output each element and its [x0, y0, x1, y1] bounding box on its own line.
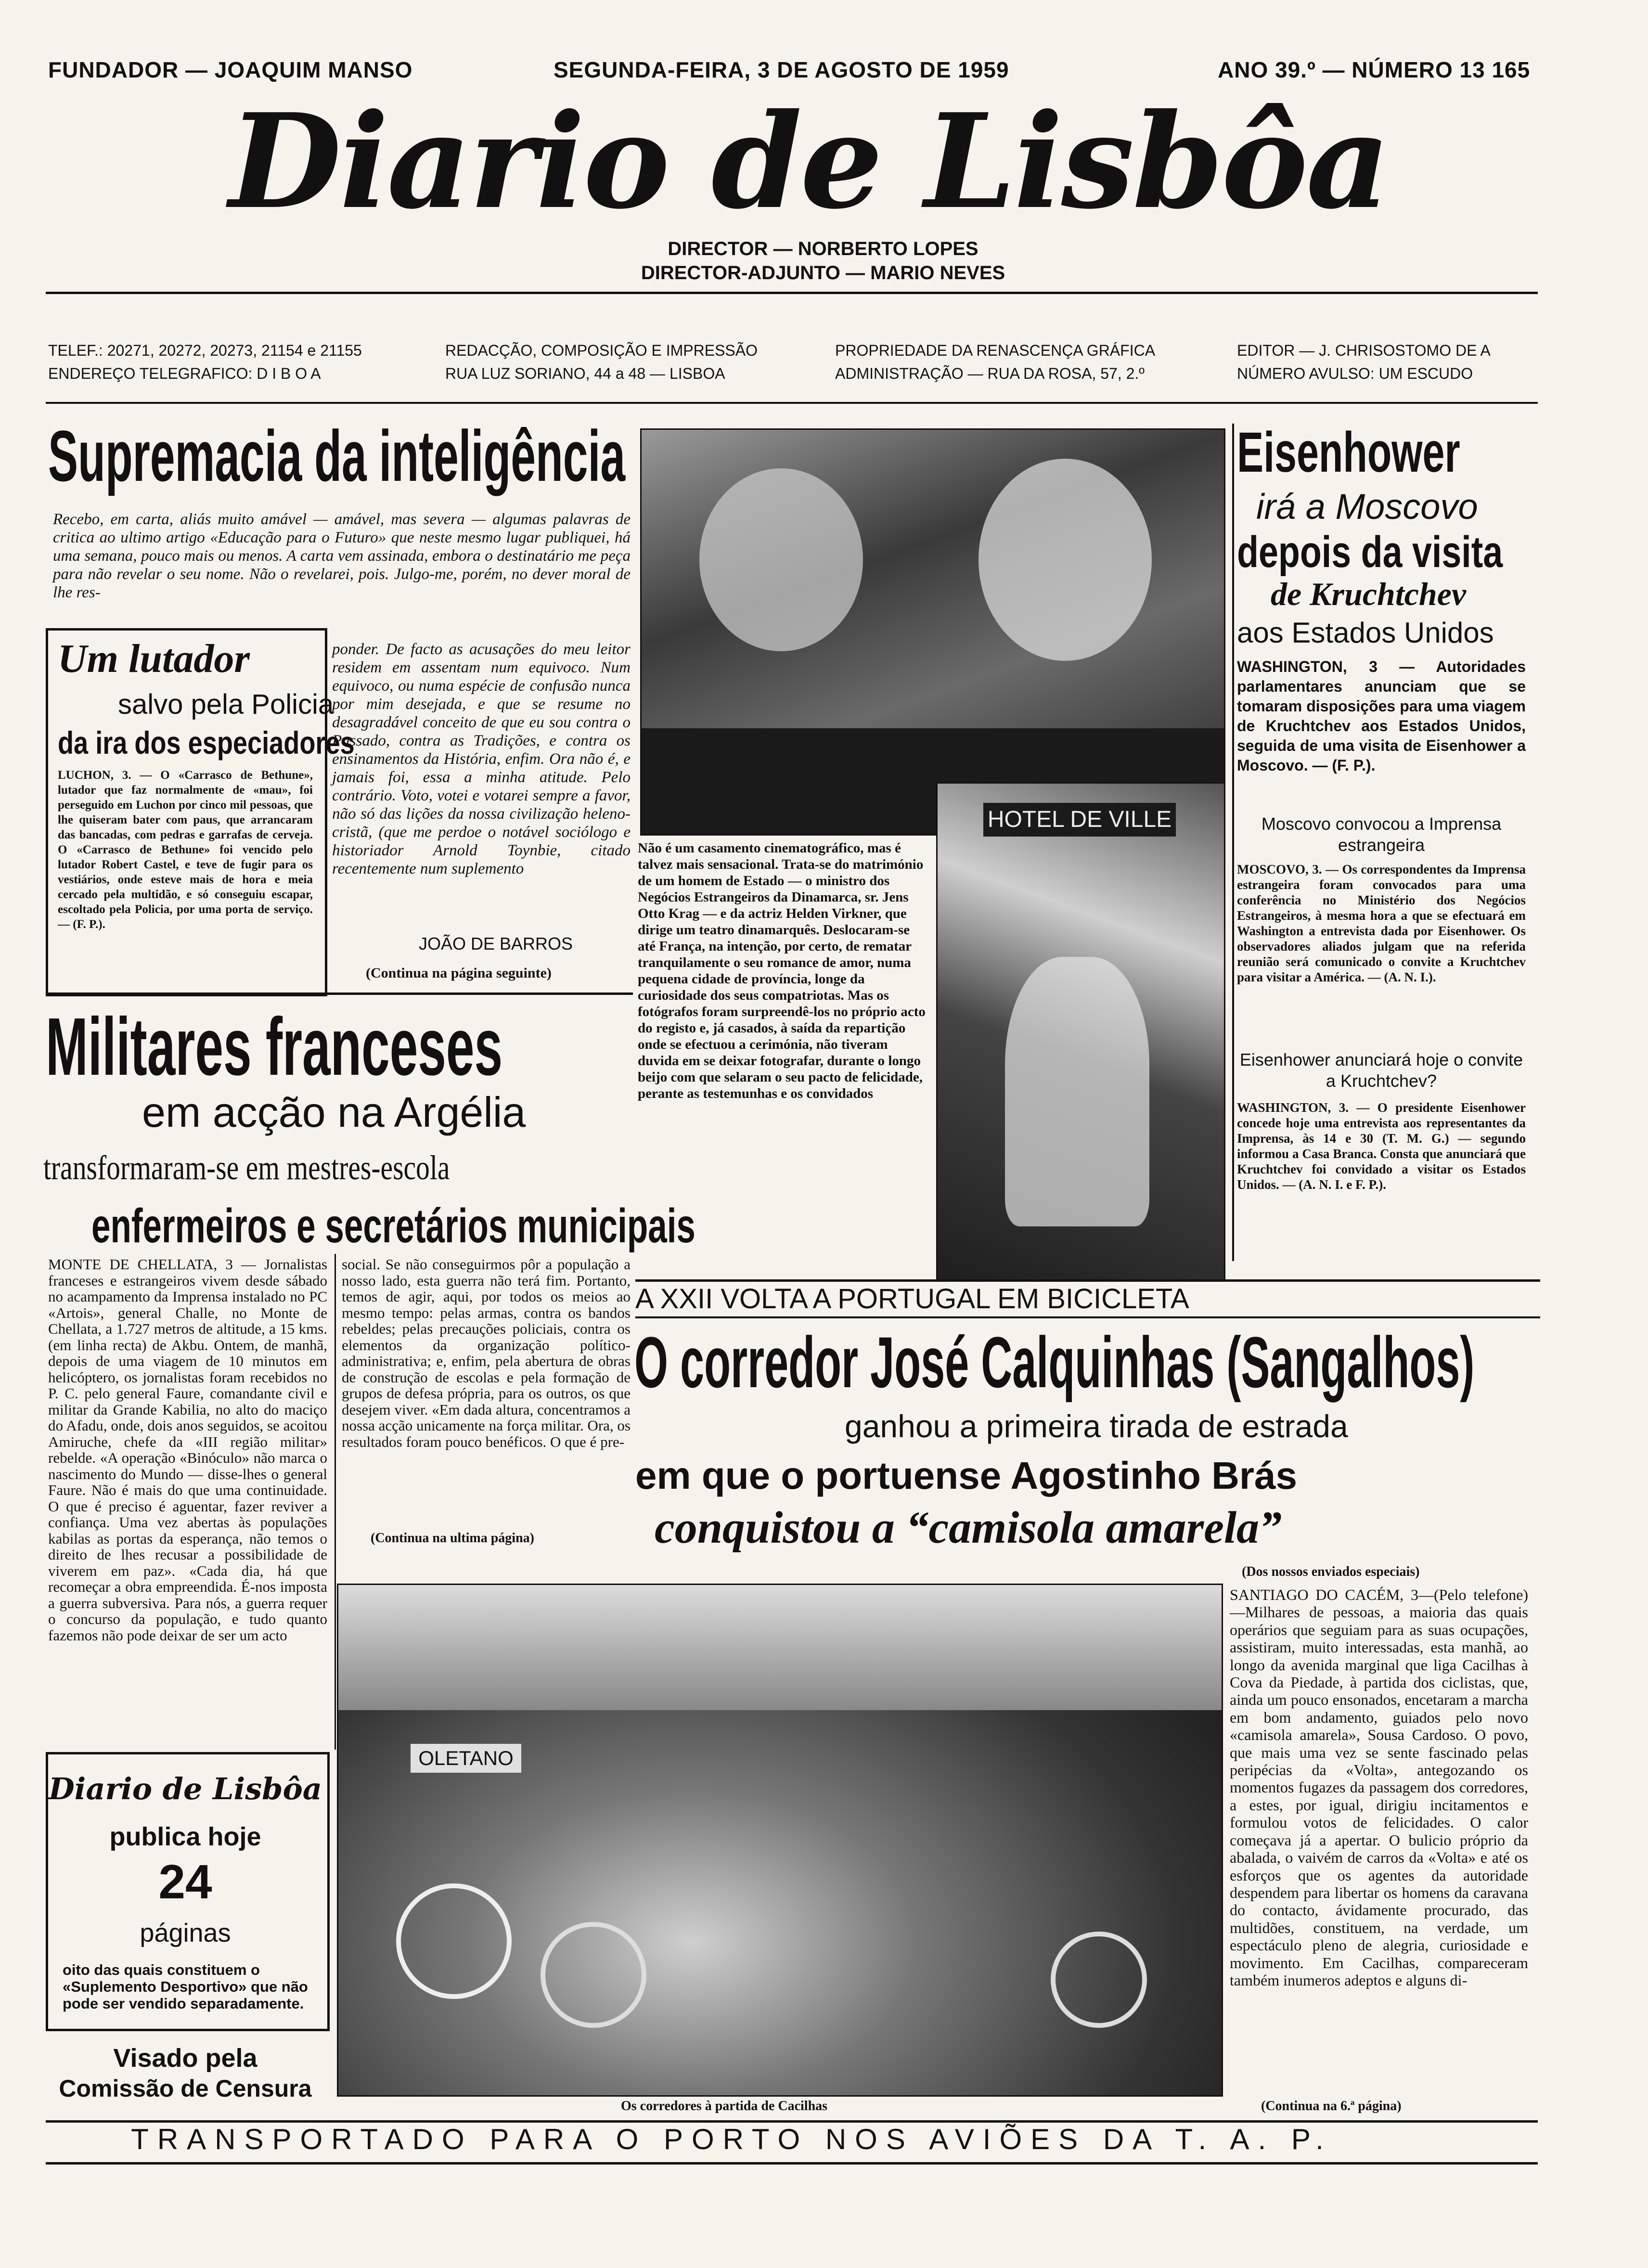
wedding-caption: Não é um casamento cinematográfico, mas é talvez mais sensacional. Trata-se do matrimónio de um homem de Estado — o ministro dos Negócios Estrangeiros da Dinamarca, sr. Jens Otto Krag — e da actriz Helden Virkner, que dirige um teatro dinamarquês. Deslocaram-se até França, na intenção, por certo, de rematar tranquilamente o seu romance de amor, numa pequena cidade de província, longe da curiosidade dos seus compatriotas. Mas os fotógrafos foram surpreendê-los no próprio acto do registo e, já casados, à saída da repartição onde se efectuou a cerimónia, não tiveram duvida em se deixar fotografar, durante o longo beijo com que selaram o seu pacto de felicidade, perante as testemunhas e os convidados	[638, 840, 926, 1101]
footer-banner: TRANSPORTADO PARA O PORTO NOS AVIÕES DA T. A. P.	[131, 2123, 1332, 2155]
censor-line1: Visado pela	[113, 2044, 258, 2073]
censor-line2: Comissão de Censura	[59, 2075, 312, 2102]
cyclists-photo	[337, 1584, 1223, 2097]
militares-col-rule	[335, 1254, 336, 1750]
eisen-body3: WASHINGTON, 3. — O presidente Eisenhower concede hoje uma entrevista aos representantes da Imprensa, às 14 e 30 (T. M. G.) — segundo informou a Casa Branca. Consta que anunciará que Kruchtchev foi convidado a visitar os Estados Unidos. — (A. N. I. e F. P.).	[1237, 1100, 1526, 1192]
promo-line1: publica hoje	[109, 1822, 261, 1851]
info-editor: EDITOR — J. CHRISOSTOMO DE A	[1237, 342, 1491, 359]
header-rule	[46, 292, 1538, 294]
founder-line: FUNDADOR — JOAQUIM MANSO	[48, 57, 413, 82]
info-rule	[46, 402, 1538, 404]
info-editorial: REDACÇÃO, COMPOSIÇÃO E IMPRESSÃO	[445, 342, 758, 359]
promo-logo: Diario de Lisbôa	[49, 1771, 322, 1806]
eisen-sub6: Eisenhower anunciará hoje o convite a Kruchtchev?	[1239, 1050, 1523, 1091]
militares-sub2: transformaram-se em mestres-escola	[43, 1148, 450, 1187]
volta-top-rule	[635, 1279, 1540, 1282]
date-line: SEGUNDA-FEIRA, 3 DE AGOSTO DE 1959	[554, 57, 1009, 82]
info-price: NÚMERO AVULSO: UM ESCUDO	[1237, 365, 1473, 382]
race-banner: OLETANO	[411, 1744, 521, 1773]
suprem-rule	[46, 992, 633, 995]
wedding-photo-main	[640, 428, 1225, 836]
volta-sub1: ganhou a primeira tirada de estrada	[845, 1408, 1348, 1444]
masthead-title: Diario de Lisbôa	[229, 85, 1389, 238]
militares-col2: social. Se não conseguirmos pôr a população a nosso lado, esta guerra não terá fim. Portanto, temos de agir, aqui, por todos os meios ao mesmo tempo: pelas armas, contra os bandos rebeldes; pelas precauções policiais, contra os elementos da organização político-administrativa; e, enfim, pela abertura de obras de construção de escolas e pela formação de grupos de defesa própria, para os outros, os que desejem viver. «Em dada altura, concentramos a nossa acção unicamente na força militar. Ora, os resultados foram pouco benéficos. O que é pre-	[342, 1256, 631, 1450]
couple-figure	[1005, 957, 1149, 1226]
volta-body: SANTIAGO DO CACÉM, 3—(Pelo telefone)—Milhares de pessoas, a maioria das quais operários que seguiam para as suas ocupações, assistiram, muito interessadas, esta manhã, ao longo da avenida marginal que liga Cacilhas à Cova da Piedade, à partida dos ciclistas, que, ainda um pouco ensonados, encetaram a marcha em bom andamento, guiados pelo novo «camisola amarela», Sousa Cardoso. O povo, que mais uma vez se sente fascinado pelas peripécias da «Volta», antegozando os momentos fugazes da passagem dos corredores, a estes, por igual, dirigiu incitamentos e formulou votos de felicidades. O calor começava já a apertar. O bulicio próprio da abalada, o vaivém de carros da «Volta» e até os esforços que os agentes da autoridade despendem para libertar os homens da caravana do contacto, ávidamente procurado, das multidões, constituem, na verdade, um espectáculo pleno de alegria, curiosidade e movimento. Em Cacilhas, compareceram também inumeros adeptos e alguns di-	[1230, 1586, 1528, 1989]
issue-line: ANO 39.º — NÚMERO 13 165	[1218, 57, 1531, 82]
promo-line2: páginas	[140, 1919, 231, 1947]
volta-headline: O corredor José Calquinhas (Sangalhos)	[634, 1322, 1475, 1403]
militares-continued: (Continua na ultima página)	[371, 1531, 534, 1546]
eisen-sub1: irá a Moscovo	[1256, 487, 1478, 527]
militares-sub1: em acção na Argélia	[142, 1088, 526, 1136]
bicycle-wheel	[541, 1922, 646, 2028]
lutador-sub1: salvo pela Policia	[118, 689, 334, 720]
info-phones: TELEF.: 20271, 20272, 20273, 21154 e 21155	[48, 342, 362, 359]
bride-figure	[978, 459, 1152, 661]
eisen-body1: WASHINGTON, 3 — Autoridades parlamentares anunciam que se tomaram disposições para uma viagem de Kruchtchev aos Estados Unidos, seguida de uma visita de Eisenhower a Moscovo. — (F. P.).	[1237, 658, 1526, 774]
eisen-sub5: Moscovo convocou a Imprensa estrangeira	[1261, 814, 1502, 855]
militares-col1: MONTE DE CHELLATA, 3 — Jornalistas franceses e estrangeiros vivem desde sábado no acampamento da Imprensa instalado no PC «Artois», general Challe, no Monte de Chellata, a 1.727 metros de altitude, a 15 kms. (em linha recta) de Akbu. Ontem, de manhã, depois de uma viagem de 10 minutos em helicóptero, os jornalistas foram recebidos no P. C. pelo general Faure, comandante civil e militar da Grande Kabilia, no alto do maciço do Afadu, onde, dois anos seguidos, se acoitou Amiruche, chefe da «III região militar» rebelde. «A operação «Binóculo» não marca o nascimento do Mundo — disse-lhes o general Faure. Não é mais do que uma continuidade. O que é preciso é aguentar, fazer reviver a confiança. Uma vez abertas às populações kabilas as portas da esperança, não temos o direito de lhes recusar a possibilidade de viverem em paz». «Cada dia, há que recomeçar a obra empreendida. É-nos imposta a guerra subversiva. Para nós, a guerra requer o concurso da população, e tudo quanto fazemos não pode deixar de ser um acto	[48, 1256, 327, 1644]
eisen-body2: MOSCOVO, 3. — Os correspondentes da Imprensa estrangeira foram convocados para uma conferência no Ministério dos Negócios Estrangeiros, à mesma hora a que se efectuará em Washington a entrevista dada por Eisenhower. Os observadores aliados julgam que na referida reunião será comunicado o convite a Kruchtchev para visitar a América. — (A. N. I.).	[1237, 862, 1526, 984]
eisen-sub4: aos Estados Unidos	[1237, 617, 1494, 649]
eisen-sub3: de Kruchtchev	[1271, 576, 1467, 612]
suprem-body: ponder. De facto as acusações do meu leitor residem em assentam num equivoco. Num equivoco, ou numa espécie de confusão nunca por mim desejada, e que se resume no desagradável conceito de que eu sou contra o Passado, contra as Tradições, e contra os ensinamentos da História, enfim. Ora não é, e jamais foi, essa a minha atitude. Pelo contrário. Voto, votei e votarei sempre a favor, não só das lições da nossa civilização heleno-cristã, (que me perdoe o notável sociólogo e historiador Arnold Toynbie, citado recentemente num suplemento	[332, 641, 631, 877]
eisen-headline: Eisenhower	[1237, 421, 1460, 484]
militares-headline: Militares franceses	[46, 1001, 503, 1093]
footer-bottom-rule	[46, 2162, 1538, 2165]
suprem-headline: Supremacia da inteligência	[48, 415, 626, 496]
director-line: DIRECTOR — NORBERTO LOPES	[668, 238, 978, 259]
eisen-sub2: depois da visita	[1237, 528, 1503, 577]
volta-sub2: em que o portuense Agostinho Brás	[635, 1454, 1297, 1497]
volta-byline: (Dos nossos enviados especiais)	[1242, 1564, 1420, 1579]
suprem-author: JOÃO DE BARROS	[419, 934, 573, 954]
lutador-headline: Um lutador	[58, 636, 250, 681]
cyclists-caption: Os corredores à partida de Cacilhas	[621, 2099, 828, 2113]
eisen-col-rule	[1232, 424, 1234, 1261]
promo-note: oito das quais constituem o «Suplemento Desportivo» que não pode ser vendido separadamente.	[63, 1961, 308, 2012]
bicycle-wheel	[396, 1883, 512, 1999]
hotel-de-ville-sign: HOTEL DE VILLE	[983, 803, 1176, 837]
promo-pages: 24	[158, 1855, 212, 1909]
groom-figure	[699, 468, 863, 651]
militares-sub3: enfermeiros e secretários municipais	[91, 1199, 695, 1253]
lutador-sub2: da ira dos especiadores	[58, 725, 355, 760]
wedding-photo-kiss	[936, 782, 1225, 1281]
info-owner: PROPRIEDADE DA RENASCENÇA GRÁFICA	[835, 342, 1156, 359]
suprem-lead: Recebo, em carta, aliás muito amável — amável, mas severa — algumas palavras de critica ao ultimo artigo «Educação para o Futuro» que neste mesmo lugar publiquei, há uma semana, pouco mais ou menos. A carta vem assinada, embora o destinatário me peça para não revelar o seu nome. Não o revelarei, pois. Julgo-me, porém, no dever moral de lhe res-	[53, 511, 631, 601]
volta-continued: (Continua na 6.ª página)	[1261, 2099, 1402, 2113]
info-editorial-address: RUA LUZ SORIANO, 44 a 48 — LISBOA	[445, 365, 725, 382]
volta-kicker-rule	[635, 1316, 1540, 1318]
info-administration: ADMINISTRAÇÃO — RUA DA ROSA, 57, 2.º	[835, 365, 1145, 382]
volta-sub3: conquistou a “camisola amarela”	[655, 1503, 1282, 1553]
sky-area	[338, 1585, 1222, 1710]
volta-kicker: A XXII VOLTA A PORTUGAL EM BICICLETA	[635, 1283, 1189, 1314]
deputy-director-line: DIRECTOR-ADJUNTO — MARIO NEVES	[641, 262, 1005, 284]
lutador-body: LUCHON, 3. — O «Carrasco de Bethune», lutador que faz normalmente de «mau», foi perseguido em Luchon por cinco mil pessoas, que lhe quiseram bater com paus, que arrancaram das bancadas, com pedras e garrafas de cerveja. O «Carrasco de Bethune» foi vencido pelo lutador Robert Castel, e teve de fugir para os vestiários, onde esteve mais de hora e meia cercado pela multidão, e só conseguiu escapar, escoltado pela Policia, por uma porta de serviço. — (F. P.).	[58, 769, 313, 931]
info-telegraph: ENDEREÇO TELEGRAFICO: D I B O A	[48, 365, 321, 382]
bicycle-wheel	[1051, 1932, 1147, 2028]
suprem-continued: (Continua na página seguinte)	[366, 965, 552, 981]
